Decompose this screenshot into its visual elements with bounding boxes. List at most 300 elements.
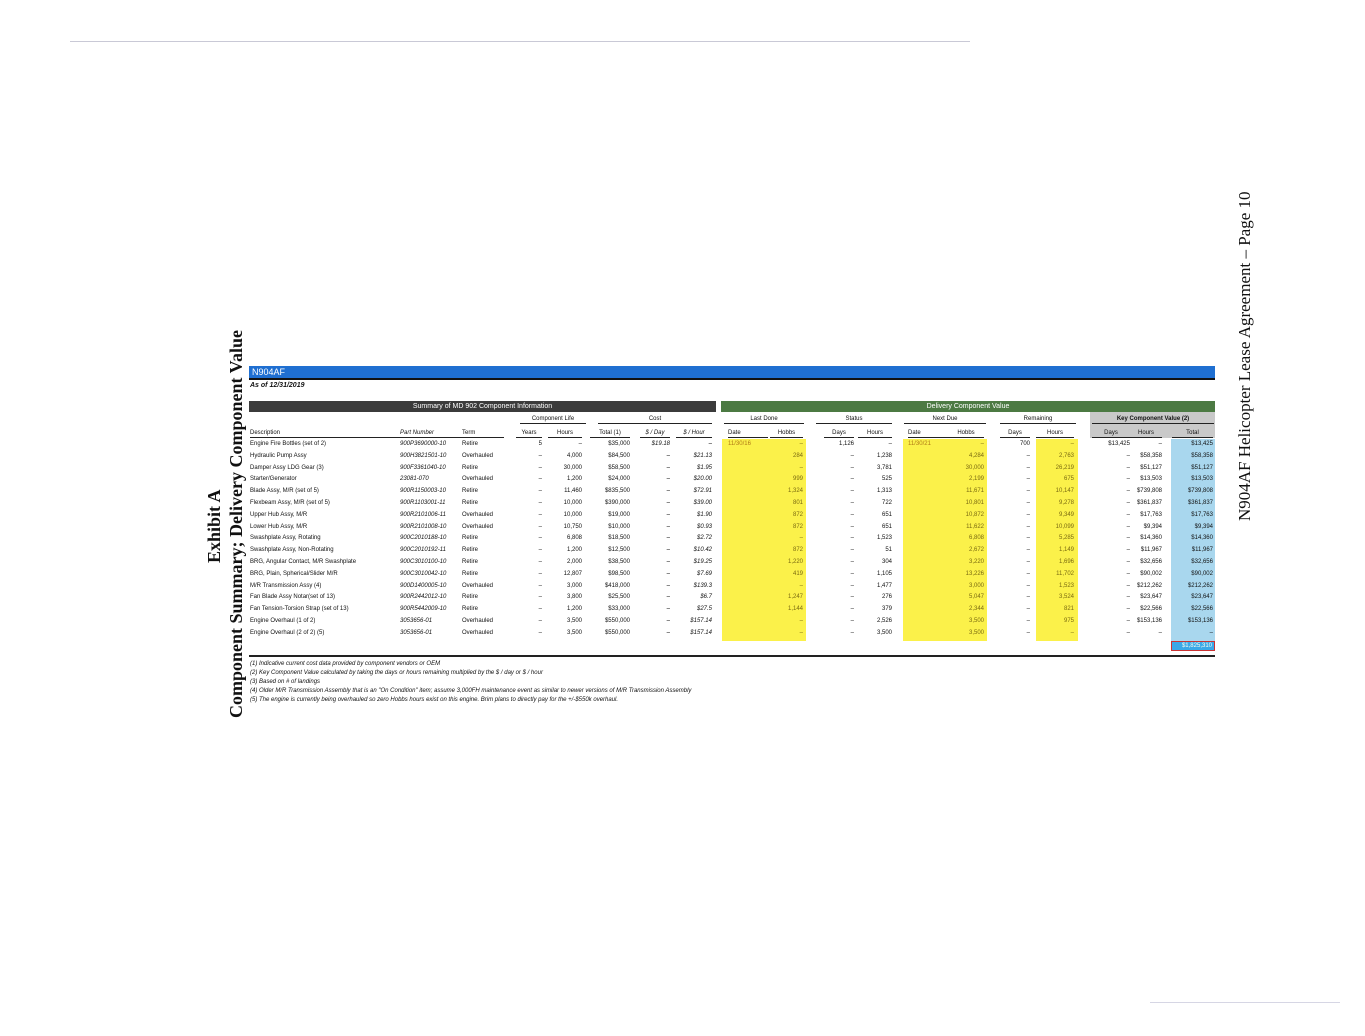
cell-per-day: – (666, 606, 670, 612)
footnote: (5) The engine is currently being overhauled so zero Hobbs hours exist on this engine. Brim plans to directly pay for the +/-$550k overhaul. (250, 697, 619, 703)
cell-part-number: 3053656-01 (400, 630, 433, 636)
cell-total: $25,500 (608, 594, 630, 600)
cell-nd-hobbs: 6,808 (968, 535, 984, 541)
cell-part-number: 900R1103001-11 (400, 500, 446, 506)
cell-per-day: – (666, 571, 670, 577)
cell-st-days: – (850, 583, 854, 589)
cell-years: – (538, 512, 542, 518)
column-header-ld-date: Date (728, 429, 768, 438)
cell-st-hours: – (888, 441, 892, 447)
component-info-header: Summary of MD 902 Component Information (249, 401, 716, 412)
cell-kv-total: $361,837 (1187, 500, 1213, 506)
cell-total: $10,000 (608, 524, 630, 530)
column-header-years: Years (516, 429, 542, 438)
cell-kv-hours: – (1158, 630, 1162, 636)
cell-st-hours: 525 (881, 476, 892, 482)
cell-hours: 1,200 (566, 476, 582, 482)
cell-per-hour: $0.93 (696, 524, 712, 530)
cell-term: Overhauled (462, 512, 494, 518)
column-header-nd-date: Date (908, 429, 948, 438)
cell-description: BRG, Plain, Spherical/Slider M/R (250, 571, 338, 577)
group-header-status: Status (816, 415, 892, 424)
cell-kv-total: – (1209, 630, 1213, 636)
column-header-hours: Hours (548, 429, 582, 438)
column-header-rem-hours: Hours (1036, 429, 1074, 438)
cell-nd-hobbs: 2,199 (968, 476, 984, 482)
cell-rem-days: – (1026, 547, 1030, 553)
cell-part-number: 900C3010042-10 (400, 571, 447, 577)
cell-rem-days: – (1026, 606, 1030, 612)
cell-rem-hours: 5,285 (1058, 535, 1074, 541)
cell-kv-total: $212,262 (1187, 583, 1213, 589)
cell-kv-days: – (1126, 594, 1130, 600)
cell-term: Retire (462, 535, 479, 541)
cell-ld-date: 11/30/16 (728, 441, 751, 447)
cell-rem-hours: 1,523 (1058, 583, 1074, 589)
cell-st-hours: 51 (885, 547, 892, 553)
registration-bar: N904AF (249, 366, 1215, 378)
cell-kv-total: $23,647 (1191, 594, 1213, 600)
cell-per-day: – (666, 630, 670, 636)
cell-nd-date: 11/30/21 (908, 441, 931, 447)
footnote: (4) Older M/R Transmission Assembly that is an "On Condition" item; assume 3,000FH maintenance event as similar to newer versions of M/R Transmission Assembly (250, 688, 692, 694)
cell-st-hours: 651 (881, 512, 892, 518)
table-bottom-rule (249, 655, 1215, 657)
cell-per-hour: $39.00 (693, 500, 712, 506)
cell-st-hours: 276 (881, 594, 892, 600)
cell-term: Retire (462, 571, 479, 577)
cell-st-days: – (850, 476, 854, 482)
column-header-part-number: Part Number (400, 429, 462, 438)
cell-part-number: 900R2442012-10 (400, 594, 447, 600)
cell-per-hour: $19.25 (693, 559, 712, 565)
cell-per-day: – (666, 524, 670, 530)
cell-kv-days: $13,425 (1108, 441, 1130, 447)
cell-description: Hydraulic Pump Assy (250, 453, 307, 459)
group-header-remaining: Remaining (1000, 415, 1076, 424)
cell-hours: 4,000 (566, 453, 582, 459)
footnote: (3) Based on # of landings (250, 679, 321, 685)
cell-kv-hours: $13,503 (1140, 476, 1162, 482)
cell-kv-days: – (1126, 547, 1130, 553)
column-header-rem-days: Days (1000, 429, 1030, 438)
scan-line-bottom (1150, 1002, 1340, 1003)
cell-kv-days: – (1126, 535, 1130, 541)
group-header-cost: Cost (598, 415, 712, 424)
cell-rem-days: – (1026, 630, 1030, 636)
cell-st-hours: 3,781 (876, 465, 892, 471)
cell-rem-days: – (1026, 583, 1030, 589)
cell-ld-hobbs: 1,247 (787, 594, 803, 600)
cell-term: Retire (462, 441, 479, 447)
cell-description: Swashplate Assy, Rotating (250, 535, 321, 541)
cell-hours: 1,200 (566, 606, 582, 612)
cell-kv-days: – (1126, 606, 1130, 612)
cell-rem-days: – (1026, 535, 1030, 541)
cell-kv-hours: $9,394 (1143, 524, 1162, 530)
cell-rem-days: – (1026, 524, 1030, 530)
cell-kv-total: $739,808 (1187, 488, 1213, 494)
cell-per-day: – (666, 476, 670, 482)
cell-st-days: 1,126 (838, 441, 854, 447)
cell-st-days: – (850, 524, 854, 530)
cell-description: Blade Assy, M/R (set of 5) (250, 488, 319, 494)
cell-ld-hobbs: 1,324 (787, 488, 803, 494)
column-header-kv-hours: Hours (1130, 429, 1162, 438)
cell-rem-hours: 26,219 (1055, 465, 1074, 471)
cell-per-hour: $6.7 (700, 594, 712, 600)
cell-ld-hobbs: – (799, 630, 803, 636)
cell-part-number: 900R2101008-10 (400, 524, 447, 530)
cell-kv-days: – (1126, 512, 1130, 518)
cell-rem-hours: 975 (1063, 618, 1074, 624)
column-header-kv-days: Days (1092, 429, 1130, 438)
cell-ld-hobbs: 1,220 (787, 559, 803, 565)
cell-years: – (538, 465, 542, 471)
cell-kv-total: $32,656 (1191, 559, 1213, 565)
cell-per-hour: $2.72 (696, 535, 712, 541)
cell-rem-hours: 11,702 (1056, 571, 1074, 577)
cell-hours: 2,000 (566, 559, 582, 565)
cell-nd-hobbs: 13,226 (965, 571, 984, 577)
grand-total: $1,825,310 (1171, 641, 1215, 651)
exhibit-subtitle: Component Summary; Delivery Component Value (226, 329, 246, 718)
cell-rem-hours: 1,696 (1058, 559, 1074, 565)
cell-term: Retire (462, 559, 479, 565)
column-header-st-days: Days (824, 429, 854, 438)
cell-kv-total: $58,358 (1191, 453, 1213, 459)
cell-total: $19,000 (608, 512, 630, 518)
cell-part-number: 900F3361040-10 (400, 465, 446, 471)
cell-kv-hours: $361,837 (1136, 500, 1162, 506)
cell-part-number: 900R5442009-10 (400, 606, 447, 612)
cell-total: $58,500 (608, 465, 630, 471)
group-header-key-value: Key Component Value (2) (1092, 415, 1214, 424)
cell-kv-total: $14,360 (1191, 535, 1213, 541)
cell-rem-days: – (1026, 465, 1030, 471)
cell-st-days: – (850, 594, 854, 600)
cell-kv-total: $13,425 (1191, 441, 1213, 447)
cell-kv-days: – (1126, 465, 1130, 471)
cell-per-day: – (666, 453, 670, 459)
cell-description: BRG, Angular Contact, M/R Swashplate (250, 559, 357, 565)
cell-description: Swashplate Assy, Non-Rotating (250, 547, 334, 553)
cell-hours: 3,800 (566, 594, 582, 600)
cell-ld-hobbs: 872 (792, 524, 803, 530)
cell-part-number: 900C2010192-11 (400, 547, 446, 553)
cell-nd-hobbs: 3,220 (968, 559, 984, 565)
cell-ld-hobbs: – (799, 465, 803, 471)
cell-description: M/R Transmission Assy (4) (250, 583, 322, 589)
cell-part-number: 3053656-01 (400, 618, 433, 624)
cell-term: Overhauled (462, 583, 494, 589)
cell-kv-hours: $11,967 (1140, 547, 1162, 553)
cell-rem-hours: 675 (1063, 476, 1074, 482)
cell-rem-hours: 1,149 (1058, 547, 1074, 553)
cell-total: $550,000 (604, 630, 630, 636)
cell-kv-total: $9,394 (1194, 524, 1213, 530)
cell-per-hour: $1.90 (696, 512, 712, 518)
cell-st-days: – (850, 453, 854, 459)
cell-nd-hobbs: 3,500 (968, 630, 984, 636)
cell-rem-days: – (1026, 476, 1030, 482)
cell-hours: 1,200 (566, 547, 582, 553)
cell-per-hour: $20.00 (693, 476, 712, 482)
cell-kv-hours: $58,358 (1140, 453, 1162, 459)
cell-st-hours: 651 (881, 524, 892, 530)
cell-rem-hours: – (1070, 630, 1074, 636)
cell-description: Starter/Generator (250, 476, 297, 482)
cell-st-days: – (850, 512, 854, 518)
cell-kv-hours: – (1158, 441, 1162, 447)
cell-nd-hobbs: 2,344 (968, 606, 984, 612)
cell-ld-hobbs: 284 (792, 453, 803, 459)
group-header-next-due: Next Due (904, 415, 986, 424)
cell-ld-hobbs: – (799, 441, 803, 447)
cell-kv-total: $22,566 (1191, 606, 1213, 612)
cell-per-hour: $139.3 (693, 583, 712, 589)
cell-rem-days: – (1026, 594, 1030, 600)
registration-rule (249, 378, 1215, 380)
cell-kv-days: – (1126, 559, 1130, 565)
cell-total: $24,000 (608, 476, 630, 482)
cell-part-number: 900P3690000-10 (400, 441, 447, 447)
cell-years: – (538, 547, 542, 553)
cell-kv-days: – (1126, 571, 1130, 577)
cell-rem-hours: 3,524 (1058, 594, 1074, 600)
cell-years: – (538, 606, 542, 612)
cell-hours: 10,000 (563, 500, 582, 506)
cell-total: $33,000 (608, 606, 630, 612)
cell-ld-hobbs: 872 (792, 512, 803, 518)
cell-part-number: 900H3821501-10 (400, 453, 447, 459)
cell-description: Fan Blade Assy Notar(set of 13) (250, 594, 336, 600)
page-footer-side: N904AF Helicopter Lease Agreement – Page 10 (1235, 191, 1254, 521)
cell-kv-hours: $32,656 (1140, 559, 1162, 565)
cell-per-hour: $72.91 (693, 488, 712, 494)
scan-line (70, 41, 970, 42)
cell-nd-hobbs: 30,000 (965, 465, 984, 471)
cell-hours: 10,750 (563, 524, 582, 530)
cell-nd-hobbs: 11,622 (966, 524, 984, 530)
column-header-ld-hobbs: Hobbs (770, 429, 803, 438)
cell-ld-hobbs: 872 (792, 547, 803, 553)
cell-term: Retire (462, 594, 479, 600)
cell-years: – (538, 571, 542, 577)
cell-kv-total: $17,763 (1191, 512, 1213, 518)
cell-st-hours: 1,313 (876, 488, 892, 494)
cell-years: – (538, 524, 542, 530)
cell-term: Retire (462, 500, 479, 506)
cell-term: Retire (462, 488, 479, 494)
column-header-per-day: $ / Day (640, 429, 670, 438)
cell-per-day: – (666, 618, 670, 624)
cell-total: $835,500 (604, 488, 630, 494)
cell-part-number: 900R2101006-11 (400, 512, 446, 518)
cell-term: Retire (462, 606, 479, 612)
cell-st-days: – (850, 606, 854, 612)
cell-kv-total: $13,503 (1191, 476, 1213, 482)
cell-per-day: – (666, 465, 670, 471)
cell-hours: 11,460 (564, 488, 582, 494)
cell-nd-hobbs: 10,801 (965, 500, 984, 506)
cell-years: – (538, 453, 542, 459)
cell-kv-hours: $14,360 (1140, 535, 1162, 541)
cell-rem-days: – (1026, 571, 1030, 577)
cell-rem-hours: 821 (1063, 606, 1074, 612)
cell-st-days: – (850, 630, 854, 636)
cell-nd-hobbs: 10,872 (965, 512, 984, 518)
cell-rem-days: – (1026, 500, 1030, 506)
cell-total: $98,500 (608, 571, 630, 577)
cell-st-hours: 1,477 (876, 583, 892, 589)
cell-st-hours: 2,526 (876, 618, 892, 624)
column-header-description: Description (250, 429, 400, 438)
cell-per-day: $19.18 (651, 441, 670, 447)
cell-per-hour: $21.13 (693, 453, 712, 459)
footnote: (2) Key Component Value calculated by taking the days or hours remaining multiplied by the $ / day or $ / hour (250, 670, 543, 676)
cell-kv-days: – (1126, 524, 1130, 530)
cell-st-days: – (850, 618, 854, 624)
cell-st-hours: 1,523 (876, 535, 892, 541)
cell-per-hour: $157.14 (690, 618, 712, 624)
cell-total: $35,000 (608, 441, 630, 447)
cell-rem-hours: – (1070, 441, 1074, 447)
cell-kv-hours: $90,002 (1140, 571, 1162, 577)
cell-per-day: – (666, 594, 670, 600)
cell-kv-hours: $22,566 (1140, 606, 1162, 612)
cell-total: $550,000 (604, 618, 630, 624)
cell-years: – (538, 583, 542, 589)
cell-total: $18,500 (608, 535, 630, 541)
cell-total: $12,500 (608, 547, 630, 553)
cell-hours: 3,000 (566, 583, 582, 589)
column-header-nd-hobbs: Hobbs (948, 429, 984, 438)
column-header-st-hours: Hours (858, 429, 892, 438)
cell-rem-days: – (1026, 512, 1030, 518)
cell-years: 5 (538, 441, 542, 447)
cell-rem-days: 700 (1019, 441, 1030, 447)
cell-st-days: – (850, 488, 854, 494)
cell-years: – (538, 535, 542, 541)
cell-per-day: – (666, 488, 670, 494)
cell-rem-days: – (1026, 618, 1030, 624)
cell-rem-days: – (1026, 453, 1030, 459)
cell-hours: – (578, 441, 582, 447)
cell-nd-hobbs: 3,500 (968, 618, 984, 624)
group-header-last-done: Last Done (724, 415, 804, 424)
column-header-per-hour: $ / Hour (676, 429, 712, 438)
cell-description: Fan Tension-Torsion Strap (set of 13) (250, 606, 349, 612)
cell-per-day: – (666, 535, 670, 541)
cell-term: Overhauled (462, 476, 494, 482)
cell-years: – (538, 488, 542, 494)
cell-per-hour: $1.95 (696, 465, 712, 471)
cell-rem-days: – (1026, 559, 1030, 565)
cell-nd-hobbs: 4,284 (968, 453, 984, 459)
cell-term: Overhauled (462, 453, 494, 459)
cell-kv-total: $90,002 (1191, 571, 1213, 577)
footnote: (1) Indicative current cost data provided by component vendors or OEM (250, 661, 441, 667)
cell-kv-hours: $212,262 (1136, 583, 1162, 589)
cell-years: – (538, 630, 542, 636)
cell-per-day: – (666, 559, 670, 565)
cell-per-hour: $157.14 (690, 630, 712, 636)
as-of-date: As of 12/31/2019 (250, 382, 305, 389)
cell-kv-total: $153,136 (1187, 618, 1213, 624)
cell-st-days: – (850, 500, 854, 506)
cell-years: – (538, 594, 542, 600)
cell-description: Flexbeam Assy, M/R (set of 5) (250, 500, 330, 506)
cell-hours: 10,000 (563, 512, 582, 518)
cell-rem-hours: 10,147 (1055, 488, 1074, 494)
column-header-kv-total: Total (1172, 429, 1213, 438)
cell-per-day: – (666, 500, 670, 506)
cell-kv-days: – (1126, 476, 1130, 482)
cell-nd-hobbs: – (980, 441, 984, 447)
cell-part-number: 900C2010188-10 (400, 535, 447, 541)
cell-kv-hours: $51,127 (1140, 465, 1162, 471)
cell-total: $390,000 (604, 500, 630, 506)
cell-description: Engine Overhaul (1 of 2) (250, 618, 316, 624)
cell-kv-days: – (1126, 453, 1130, 459)
cell-total: $418,000 (604, 583, 630, 589)
cell-ld-hobbs: 801 (792, 500, 803, 506)
cell-years: – (538, 618, 542, 624)
cell-total: $38,500 (608, 559, 630, 565)
cell-kv-days: – (1126, 500, 1130, 506)
cell-rem-days: – (1026, 488, 1030, 494)
cell-kv-hours: $739,808 (1136, 488, 1162, 494)
column-header-total: Total (1) (590, 429, 630, 438)
cell-kv-days: – (1126, 488, 1130, 494)
cell-description: Engine Overhaul (2 of 2) (5) (250, 630, 325, 636)
cell-ld-hobbs: – (799, 535, 803, 541)
cell-per-hour: $7.69 (696, 571, 712, 577)
cell-hours: 3,500 (566, 630, 582, 636)
cell-years: – (538, 476, 542, 482)
exhibit-title: Exhibit A (204, 489, 224, 563)
cell-st-hours: 1,238 (876, 453, 892, 459)
cell-st-hours: 3,500 (876, 630, 892, 636)
column-header-term: Term (462, 429, 504, 438)
cell-st-days: – (850, 559, 854, 565)
cell-kv-hours: $23,647 (1140, 594, 1162, 600)
cell-description: Upper Hub Assy, M/R (250, 512, 308, 518)
cell-kv-hours: $153,136 (1136, 618, 1162, 624)
cell-rem-hours: 9,278 (1058, 500, 1074, 506)
cell-part-number: 900D1400005-10 (400, 583, 447, 589)
group-header-component-life: Component Life (520, 415, 586, 424)
cell-st-hours: 722 (881, 500, 892, 506)
cell-description: Damper Assy LDG Gear (3) (250, 465, 324, 471)
cell-term: Retire (462, 465, 479, 471)
cell-st-hours: 379 (881, 606, 892, 612)
cell-term: Retire (462, 547, 479, 553)
cell-nd-hobbs: 2,672 (968, 547, 984, 553)
cell-ld-hobbs: 999 (792, 476, 803, 482)
cell-st-days: – (850, 465, 854, 471)
cell-rem-hours: 2,763 (1058, 453, 1074, 459)
cell-ld-hobbs: – (799, 583, 803, 589)
cell-per-day: – (666, 547, 670, 553)
cell-per-hour: – (708, 441, 712, 447)
cell-ld-hobbs: – (799, 618, 803, 624)
cell-kv-days: – (1126, 583, 1130, 589)
delivery-value-header: Delivery Component Value (721, 401, 1215, 412)
cell-rem-hours: 9,349 (1058, 512, 1074, 518)
cell-years: – (538, 559, 542, 565)
